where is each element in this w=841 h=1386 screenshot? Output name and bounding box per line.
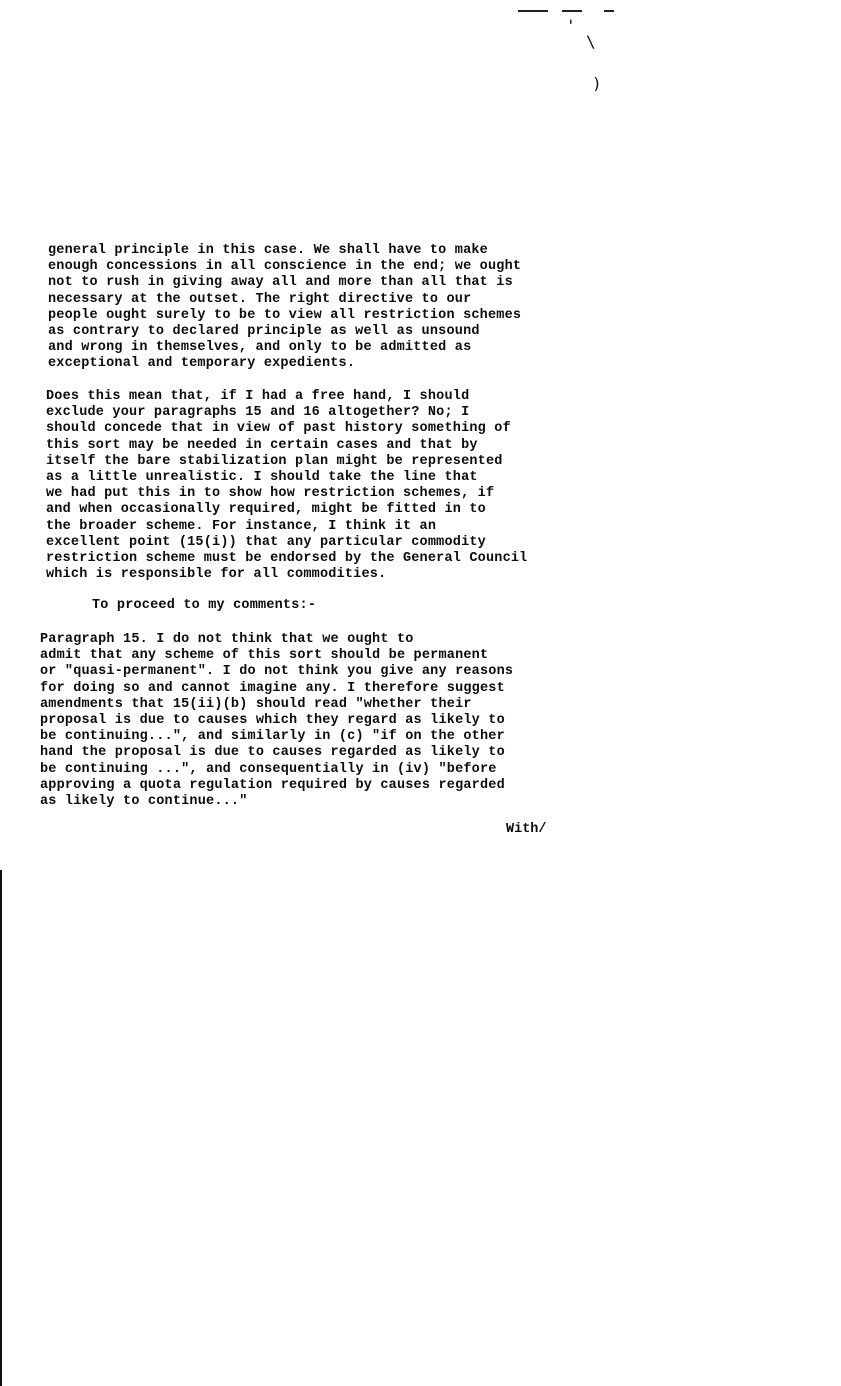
text-line: exceptional and temporary expedients. (48, 356, 356, 372)
text-line: excellent point (15(i)) that any particular commodity (46, 534, 486, 550)
paragraph-proceed (92, 598, 682, 614)
paragraph-free-hand (46, 389, 636, 583)
text-line: be continuing ...", and consequentially in (iv) "before (40, 761, 497, 777)
top-rule-right (604, 10, 614, 12)
text-line: amendments that 15(ii)(b) should read "whether their (40, 696, 472, 712)
paragraph-15-comments (40, 632, 630, 810)
text-line: which is responsible for all commodities. (46, 567, 387, 583)
text-line: Does this mean that, if I had a free hand, I should (46, 389, 470, 404)
text-line: for doing so and cannot imagine any. I therefore suggest (40, 680, 505, 696)
text-line: as likely to continue..." (40, 793, 248, 809)
text-line: should concede that in view of past history something of (46, 421, 511, 437)
text-line: we had put this in to show how restriction schemes, if (46, 486, 495, 502)
text-line: necessary at the outset. The right directive to our (48, 291, 472, 307)
corner-mark-paren: ) (592, 74, 602, 93)
scan-edge-line (0, 870, 2, 1386)
text-line: approving a quota regulation required by causes regarded (40, 777, 505, 793)
text-line: Paragraph 15. I do not think that we ought to (40, 632, 414, 647)
text-line: not to rush in giving away all and more than all that is (48, 275, 513, 291)
text-line: this sort may be needed in certain cases and that by (46, 437, 478, 453)
top-rule-left (518, 10, 548, 12)
top-rule-mid (562, 10, 582, 12)
text-line: people ought surely to be to view all restriction schemes (48, 307, 522, 323)
text-line: hand the proposal is due to causes regarded as likely to (40, 745, 505, 761)
text-line: To proceed to my comments:- (92, 598, 317, 613)
corner-mark-tick: ' (566, 16, 576, 35)
paragraph-general-principle (48, 243, 638, 373)
text-line: proposal is due to causes which they regard as likely to (40, 712, 505, 728)
text-line: be continuing...", and similarly in (c) "if on the other (40, 729, 505, 745)
text-line: or "quasi-permanent". I do not think you give any reasons (40, 664, 514, 680)
text-line: and when occasionally required, might be fitted in to (46, 502, 486, 518)
text-line: as contrary to declared principle as well as unsound (48, 323, 480, 339)
continuation-catchword: With/ (506, 822, 547, 837)
text-line: admit that any scheme of this sort should be permanent (40, 648, 489, 664)
text-line: itself the bare stabilization plan might be represented (46, 453, 503, 469)
text-line: as a little unrealistic. I should take the line that (46, 469, 478, 485)
text-line: the broader scheme. For instance, I think it an (46, 518, 437, 534)
text-line: restriction scheme must be endorsed by the General Council (46, 550, 528, 566)
text-line: enough concessions in all conscience in the end; we ought (48, 259, 522, 275)
text-line: exclude your paragraphs 15 and 16 altogether? No; I (46, 405, 470, 421)
corner-mark-slash: \ (586, 32, 596, 51)
text-line: and wrong in themselves, and only to be admitted as (48, 340, 472, 356)
text-line: general principle in this case. We shall have to make (48, 243, 488, 258)
